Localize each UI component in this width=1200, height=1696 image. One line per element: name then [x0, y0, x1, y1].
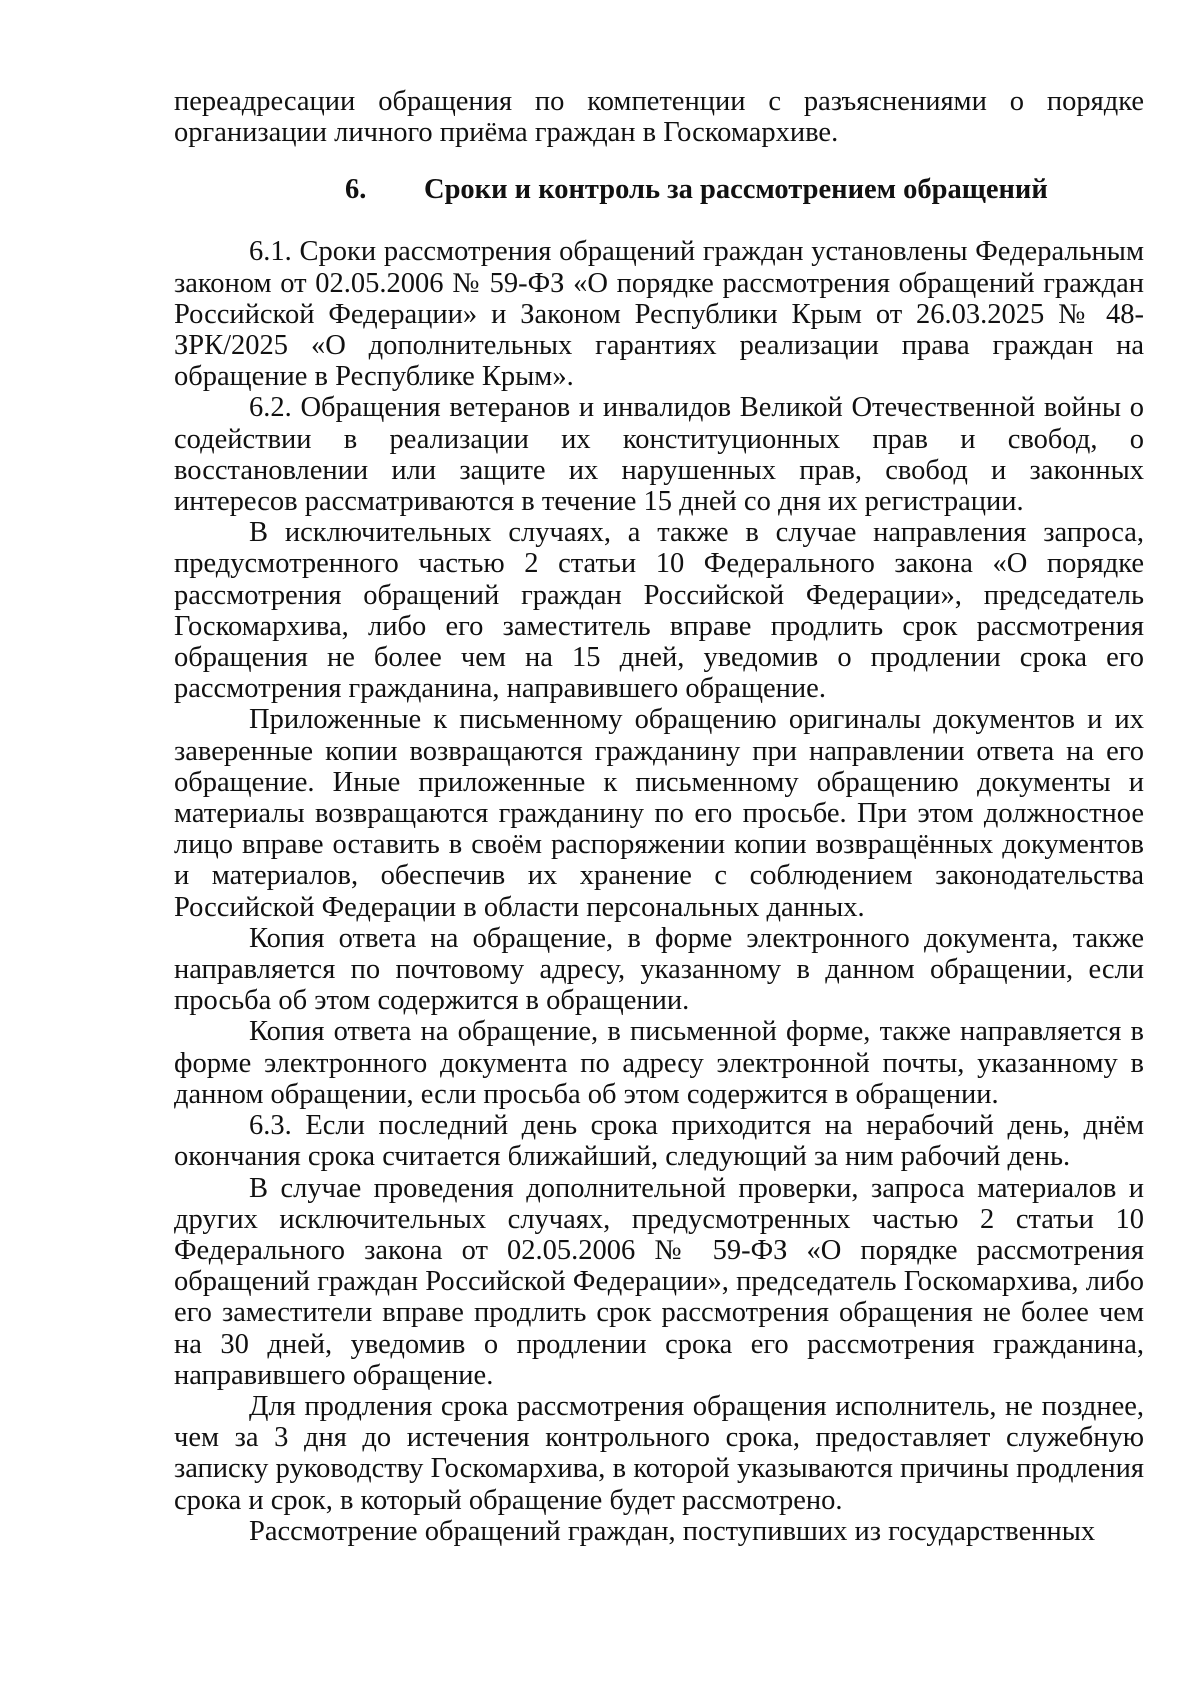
paragraph-extension-procedure: Для продления срока рассмотрения обращения исполнитель, не позднее, чем за 3 дня до истечения контрольного срока, предоставляет служебную записку руководству Госкомархива, в которой указываются причины продления срока и срок, в который обращение будет рассмотрено.: [174, 1390, 1144, 1516]
paragraph-postal-copy: Копия ответа на обращение, в форме электронного документа, также направляется по почтовому адресу, указанному в данном обращении, если просьба об этом содержится в обращении.: [174, 922, 1144, 1017]
paragraph-6-2: 6.2. Обращения ветеранов и инвалидов Великой Отечественной войны о содействии в реализации их конституционных прав и свобод, о восстановлении или защите их нарушенных прав, свобод и законных интересов рассматриваются в течение 15 дней со дня их регистрации.: [174, 392, 1144, 518]
section-heading: [174, 174, 1144, 206]
section-number: 6.: [345, 174, 367, 206]
paragraph-6-3: 6.3. Если последний день срока приходится на нерабочий день, днём окончания срока считается ближайший, следующий за ним рабочий день.: [174, 1110, 1144, 1173]
paragraph-extension-30-days: В случае проведения дополнительной проверки, запроса материалов и других исключительных случаях, предусмотренных частью 2 статьи 10 Федерального закона от 02.05.2006 № 59-ФЗ «О порядке рассмотрения обращений граждан Российской Федерации», председатель Госкомархива, либо его заместители вправе продлить срок рассмотрения обращения не более чем на 30 дней, уведомив о продлении срока его рассмотрения гражданина, направившего обращение.: [174, 1172, 1144, 1391]
paragraph-6-1: 6.1. Сроки рассмотрения обращений граждан установлены Федеральным законом от 02.05.2006 № 59-ФЗ «О порядке рассмотрения обращений граждан Российской Федерации» и Законом Республики Крым от 26.03.2025 № 48-ЗРК/2025 «О дополнительных гарантиях реализации права граждан на обращение в Республике Крым».: [174, 236, 1144, 393]
document-page: [174, 86, 1144, 1547]
paragraph-extension-15-days: В исключительных случаях, а также в случае направления запроса, предусмотренного частью 2 статьи 10 Федерального закона «О порядке рассмотрения обращений граждан Российской Федерации», председатель Госкомархива, либо его заместитель вправе продлить срок рассмотрения обращения не более чем на 15 дней, уведомив о продлении срока его рассмотрения гражданина, направившего обращение.: [174, 517, 1144, 705]
paragraph-state-bodies: Рассмотрение обращений граждан, поступивших из государственных: [249, 1515, 1096, 1547]
paragraph-attached-documents: Приложенные к письменному обращению оригиналы документов и их заверенные копии возвращаются гражданину при направлении ответа на его обращение. Иные приложенные к письменному обращению документы и материалы возвращаются гражданину по его просьбе. При этом должностное лицо вправе оставить в своём распоряжении копии возвращённых документов и материалов, обеспечив их хранение с соблюдением законодательства Российской Федерации в области персональных данных.: [174, 704, 1144, 923]
paragraph-electronic-copy: Копия ответа на обращение, в письменной форме, также направляется в форме электронного документа по адресу электронной почты, указанному в данном обращении, если просьба об этом содержится в обращении.: [174, 1016, 1144, 1110]
intro-paragraph: переадресации обращения по компетенции с разъяснениями о порядке организации личного приёма граждан в Госкомархиве.: [174, 86, 1144, 149]
section-title: Сроки и контроль за рассмотрением обращений: [424, 174, 1048, 206]
